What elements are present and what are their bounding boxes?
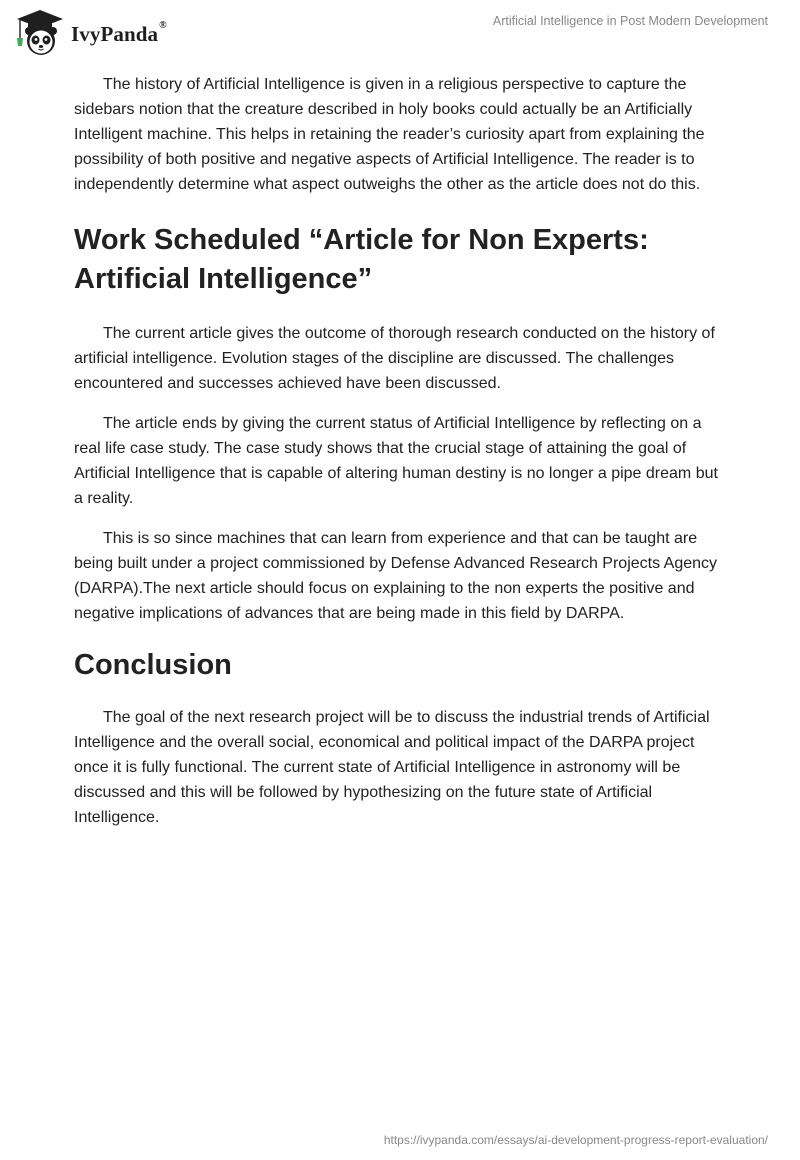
paragraph-current-article: The current article gives the outcome of thorough research conducted on the history of artificial intelligence. Evolution stages of the discipline are discussed. The challenges encountered and successes achieved have been discussed. bbox=[74, 325, 715, 392]
paragraph-conclusion: The goal of the next research project will be to discuss the industrial trends of Artificial Intelligence and the overall social, economical and political impact of the DARPA project once it is fully functional. The current state of Artificial Intelligence in astronomy will be discussed and this will be followed by hypothesizing on the future state of Artificial Intelligence. bbox=[74, 709, 710, 826]
ivypanda-logo[interactable] bbox=[14, 8, 167, 58]
running-title: Artificial Intelligence in Post Modern Development bbox=[492, 14, 768, 28]
brand-name: IvyPanda® bbox=[71, 19, 167, 46]
article-body bbox=[74, 72, 726, 845]
section-heading-conclusion: Conclusion bbox=[74, 649, 232, 681]
paragraph-article-ends: The article ends by giving the current status of Artificial Intelligence by reflecting on a real life case study. The case study shows that the crucial stage of attaining the goal of Artificial Intelligence that is capable of altering human destiny is no longer a pipe dream but a reality. bbox=[74, 415, 718, 507]
section-heading-work-scheduled: Work Scheduled “Article for Non Experts: Artificial Intelligence” bbox=[74, 224, 649, 295]
footer-source-link[interactable]: https://ivypanda.com/essays/ai-development-progress-report-evaluation/ bbox=[383, 1133, 768, 1147]
paragraph-darpa: This is so since machines that can learn from experience and that can be taught are being built under a project commissioned by Defense Advanced Research Projects Agency (DARPA).The next article should focus on explaining to the non experts the positive and negative implications of advances that are being made in this field by DARPA. bbox=[74, 530, 718, 622]
paragraph-intro: The history of Artificial Intelligence is given in a religious perspective to capture the sidebars notion that the creature described in holy books could actually be an Artificially Intelligent machine. This helps in retaining the reader’s curiosity apart from explaining the possibility of both positive and negative aspects of Artificial Intelligence. The reader is to independently determine what aspect outweighs the other as the article does not do this. bbox=[74, 76, 705, 193]
page-header bbox=[0, 0, 800, 70]
panda-graduate-icon bbox=[14, 8, 66, 58]
registered-mark: ® bbox=[159, 19, 167, 31]
